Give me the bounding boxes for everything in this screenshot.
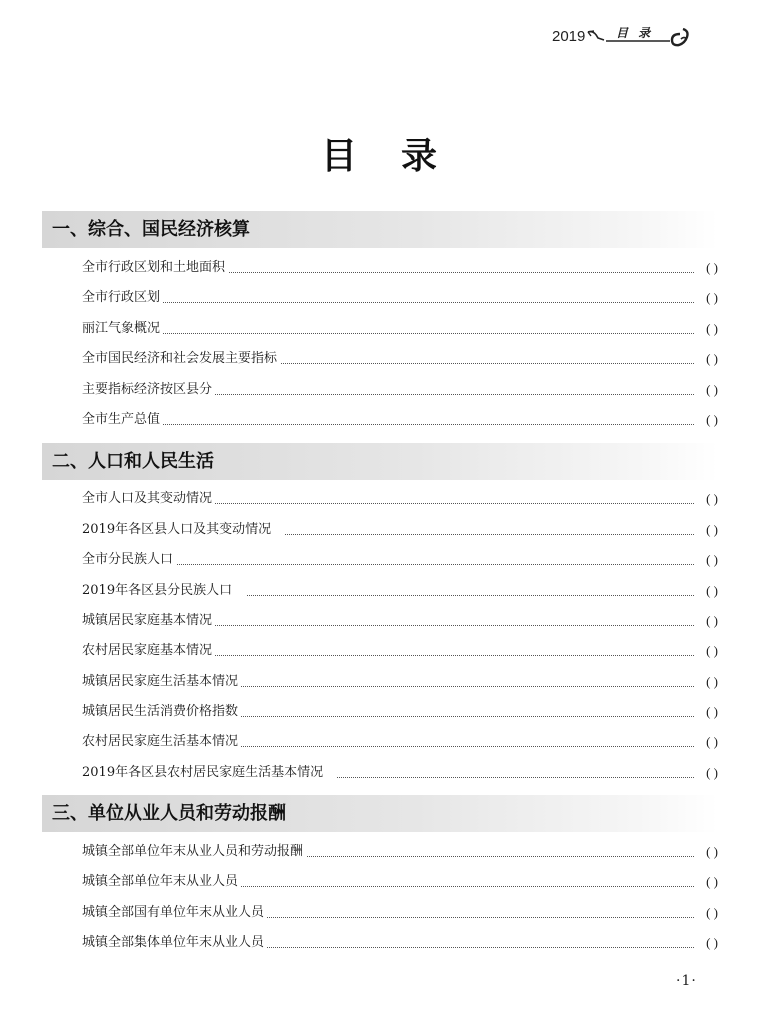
toc-entry-page: ( ) bbox=[706, 704, 718, 719]
toc-entry[interactable] bbox=[82, 872, 718, 892]
toc-entry-page: ( ) bbox=[706, 734, 718, 749]
toc-entry-label: 农村居民家庭生活基本情况 bbox=[82, 732, 241, 752]
toc-entry-page: ( ) bbox=[706, 874, 718, 889]
dot-leader bbox=[82, 333, 694, 334]
toc-entry-label: 城镇全部单位年末从业人员 bbox=[82, 872, 241, 892]
toc-entry[interactable] bbox=[82, 410, 718, 430]
toc-entry[interactable] bbox=[82, 702, 718, 722]
toc-entry-page: ( ) bbox=[706, 260, 718, 275]
toc-entry[interactable] bbox=[82, 903, 718, 923]
toc-entry-label: 2019年各区县农村居民家庭生活基本情况 bbox=[82, 763, 337, 783]
toc-entry-page: ( ) bbox=[706, 765, 718, 780]
toc-section-3 bbox=[42, 795, 718, 832]
dot-leader bbox=[82, 424, 694, 425]
page-title: 目录 bbox=[320, 135, 481, 177]
toc-entry[interactable] bbox=[82, 319, 718, 339]
toc-entry-page: ( ) bbox=[706, 382, 718, 397]
section-heading: 二、人口和人民生活 bbox=[42, 443, 718, 480]
toc-entry-page: ( ) bbox=[706, 905, 718, 920]
toc-entry-label: 丽江气象概况 bbox=[82, 319, 163, 339]
running-head-text: 目 录 bbox=[616, 26, 654, 40]
toc-entry-label: 城镇全部单位年末从业人员和劳动报酬 bbox=[82, 842, 306, 862]
toc-entry-label: 全市国民经济和社会发展主要指标 bbox=[82, 349, 280, 369]
toc-entry-page: ( ) bbox=[706, 935, 718, 950]
toc-entry[interactable] bbox=[82, 550, 718, 570]
toc-entry[interactable] bbox=[82, 611, 718, 631]
toc-entry-label: 全市行政区划 bbox=[82, 288, 163, 308]
toc-section-3-entries bbox=[42, 832, 718, 962]
toc-entry[interactable] bbox=[82, 933, 718, 953]
toc-entry-page: ( ) bbox=[706, 552, 718, 567]
toc-entry-page: ( ) bbox=[706, 351, 718, 366]
running-head bbox=[548, 20, 708, 50]
toc-entry-page: ( ) bbox=[706, 412, 718, 427]
running-head-year: 2019 bbox=[552, 28, 586, 45]
toc-section-2-entries bbox=[42, 480, 718, 790]
toc-entry-page: ( ) bbox=[706, 844, 718, 859]
section-heading: 一、综合、国民经济核算 bbox=[42, 211, 718, 248]
toc-entry-label: 全市人口及其变动情况 bbox=[82, 489, 215, 509]
toc-entry-label: 农村居民家庭基本情况 bbox=[82, 641, 215, 661]
toc-entry-page: ( ) bbox=[706, 583, 718, 598]
toc-entry[interactable] bbox=[82, 349, 718, 369]
toc-entry[interactable] bbox=[82, 732, 718, 752]
toc-entry-label: 城镇全部国有单位年末从业人员 bbox=[82, 903, 267, 923]
toc-entry-label: 2019年各区县人口及其变动情况 bbox=[82, 520, 285, 540]
toc-entry-page: ( ) bbox=[706, 613, 718, 628]
toc-entry[interactable] bbox=[82, 763, 718, 783]
toc-entry-label: 城镇居民家庭基本情况 bbox=[82, 611, 215, 631]
toc-entry[interactable] bbox=[82, 641, 718, 661]
toc-entry-page: ( ) bbox=[706, 290, 718, 305]
toc-entry-label: 主要指标经济按区县分 bbox=[82, 380, 215, 400]
toc-entry-page: ( ) bbox=[706, 674, 718, 689]
toc-entry[interactable] bbox=[82, 258, 718, 278]
toc-entry[interactable] bbox=[82, 581, 718, 601]
toc-entry-label: 全市生产总值 bbox=[82, 410, 163, 430]
toc-entry-page: ( ) bbox=[706, 522, 718, 537]
toc-entry[interactable] bbox=[82, 842, 718, 862]
toc-entry[interactable] bbox=[82, 489, 718, 509]
toc-section-1 bbox=[42, 211, 718, 248]
section-heading: 三、单位从业人员和劳动报酬 bbox=[42, 795, 718, 832]
toc-entry-page: ( ) bbox=[706, 321, 718, 336]
toc-entry-label: 城镇全部集体单位年末从业人员 bbox=[82, 933, 267, 953]
toc-entry-label: 城镇居民家庭生活基本情况 bbox=[82, 672, 241, 692]
toc-entry-label: 2019年各区县分民族人口 bbox=[82, 581, 246, 601]
toc-entry-label: 全市分民族人口 bbox=[82, 550, 176, 570]
toc-entry[interactable] bbox=[82, 380, 718, 400]
toc-entry[interactable] bbox=[82, 520, 718, 540]
toc-entry-page: ( ) bbox=[706, 643, 718, 658]
toc-entry[interactable] bbox=[82, 672, 718, 692]
toc-section-1-entries bbox=[42, 248, 718, 438]
dot-leader bbox=[82, 302, 694, 303]
toc-section-2 bbox=[42, 443, 718, 480]
toc-entry-label: 全市行政区划和土地面积 bbox=[82, 258, 228, 278]
toc-entry-page: ( ) bbox=[706, 491, 718, 506]
toc-entry-label: 城镇居民生活消费价格指数 bbox=[82, 702, 241, 722]
page-number: ·1· bbox=[676, 973, 697, 989]
toc-entry[interactable] bbox=[82, 288, 718, 308]
